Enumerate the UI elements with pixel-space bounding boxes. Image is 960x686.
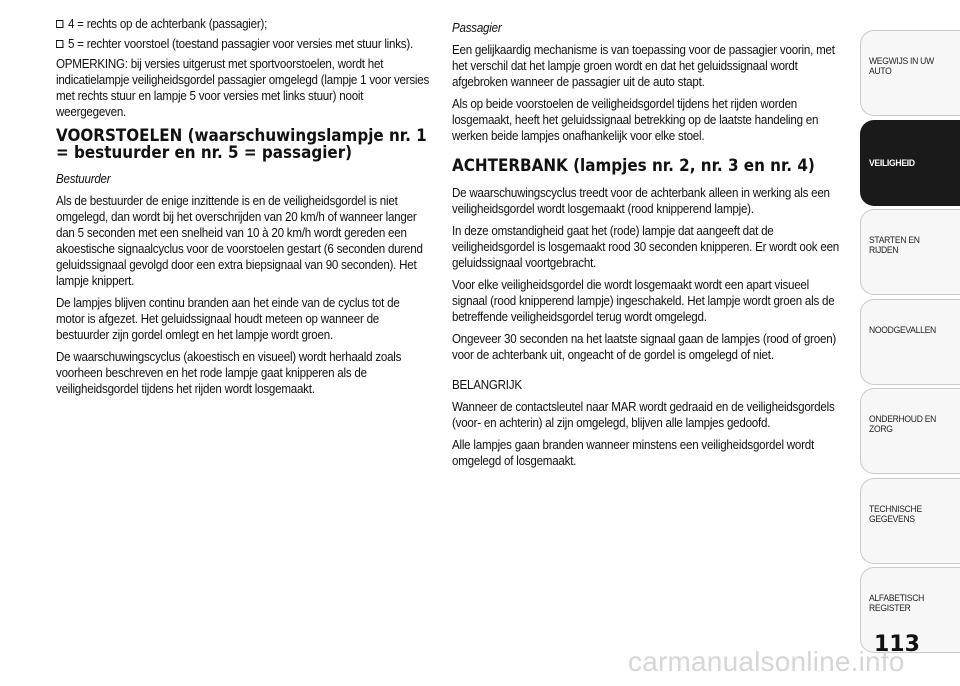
section-heading-rear-bench: ACHTERBANK (lampjes nr. 2, nr. 3 en nr. 4) xyxy=(452,156,815,175)
paragraph: Alle lampjes gaan branden wanneer minstens een veiligheidsgordel wordt omgelegd of losgemaakt. xyxy=(452,437,814,468)
checkbox-bullet-icon xyxy=(56,40,63,48)
important-label: BELANGRIJK xyxy=(452,377,522,392)
subheading-passenger: Passagier xyxy=(452,21,502,35)
watermark: carmanualsonline.info xyxy=(628,646,905,677)
tab-technische[interactable]: TECHNISCHE GEGEVENS xyxy=(860,478,960,564)
paragraph: De lampjes blijven continu branden aan het einde van de cyclus tot de motor is afgezet. Het geluidssignaal houdt meteen op wanneer de bestuurder zijn gordel omlegt en het lampje wordt groen. xyxy=(56,296,400,342)
section-heading-front-seats: VOORSTOELEN (waarschuwingslampje nr. 1 = bestuurder en nr. 5 = passagier) xyxy=(56,126,427,162)
paragraph: Als de bestuurder de enige inzittende is en de veiligheidsgordel is niet omgelegd, dan wordt bij het overschrijden van 20 km/h of wanneer langer dan 5 seconden met een snelheid van 10 à 20 km/h wordt gereden een akoestische signaalcyclus voor de voorstoelen gestart (6 seconden durend geluidssignaal gevolgd door een extra biepsignaal van 90 seconden). Het lampje knippert. xyxy=(56,194,423,288)
tab-wegwijs[interactable]: WEGWIJS IN UW AUTO xyxy=(860,30,960,116)
paragraph: Voor elke veiligheidsgordel die wordt losgemaakt wordt een apart visueel signaal (rood knipperend lampje) ingeschakeld. Het lampje wordt groen als de betreffende veiligheidsgordel terug wordt omgelegd. xyxy=(452,277,835,324)
paragraph: Als op beide voorstoelen de veiligheidsgordel tijdens het rijden worden losgemaakt, heeft het geluidssignaal betrekking op de laatste handeling en werken beide lampjes onafhankelijk voor elke stoel. xyxy=(452,97,819,143)
chapter-tabs xyxy=(860,30,960,657)
tab-onderhoud[interactable]: ONDERHOUD EN ZORG xyxy=(860,388,960,474)
list-item: 5 = rechter voorstoel (toestand passagier voor versies met stuur links). xyxy=(56,36,430,52)
tab-veiligheid[interactable]: VEILIGHEID xyxy=(860,120,960,206)
left-column xyxy=(56,16,430,403)
right-column xyxy=(452,20,842,475)
tab-noodgevallen[interactable]: NOODGEVALLEN xyxy=(860,299,960,385)
paragraph: Wanneer de contactsleutel naar MAR wordt gedraaid en de veiligheidsgordels (voor- en achterin) al zijn omgelegd, blijven alle lampjes gedoofd. xyxy=(452,399,835,430)
page-number: 113 xyxy=(874,632,920,657)
paragraph: Een gelijkaardig mechanisme is van toepassing voor de passagier voorin, met het verschil dat het lampje groen wordt en dat het geluidssignaal wordt afgebroken wanneer de passagier uit de auto stapt. xyxy=(452,43,835,89)
tab-starten[interactable]: STARTEN EN RIJDEN xyxy=(860,209,960,295)
paragraph: De waarschuwingscyclus (akoestisch en visueel) wordt herhaald zoals voorheen beschreven en het rode lampje gaat knipperen als de veiligheidsgordel tijdens het rijden wordt losgemaakt. xyxy=(56,350,402,396)
paragraph: De waarschuwingscyclus treedt voor de achterbank alleen in werking als een veiligheidsgordel wordt losgemaakt (rood knipperend lampje). xyxy=(452,185,830,216)
subheading-driver: Bestuurder xyxy=(56,172,111,186)
paragraph: In deze omstandigheid gaat het (rode) lampje dat aangeeft dat de veiligheidsgordel is losgemaakt rood 30 seconden knipperen. Er wordt ook een geluidssignaal voortgebracht. xyxy=(452,223,840,270)
checkbox-bullet-icon xyxy=(56,20,63,28)
list-item: 4 = rechts op de achterbank (passagier); xyxy=(56,16,430,32)
tab-register[interactable]: ALFABETISCH REGISTER xyxy=(860,567,960,653)
paragraph: Ongeveer 30 seconden na het laatste signaal gaan de lampjes (rood of groen) voor de achterbank uit, ongeacht of de gordel is omgelegd of niet. xyxy=(452,331,837,362)
note-paragraph: OPMERKING: bij versies uitgerust met sportvoorstoelen, wordt het indicatielampje veiligheidsgordel passagier omgelegd (lampje 1 voor versies met rechts stuur en lampje 5 voor versies met links stuur) nooit weergegeven. xyxy=(56,57,430,119)
